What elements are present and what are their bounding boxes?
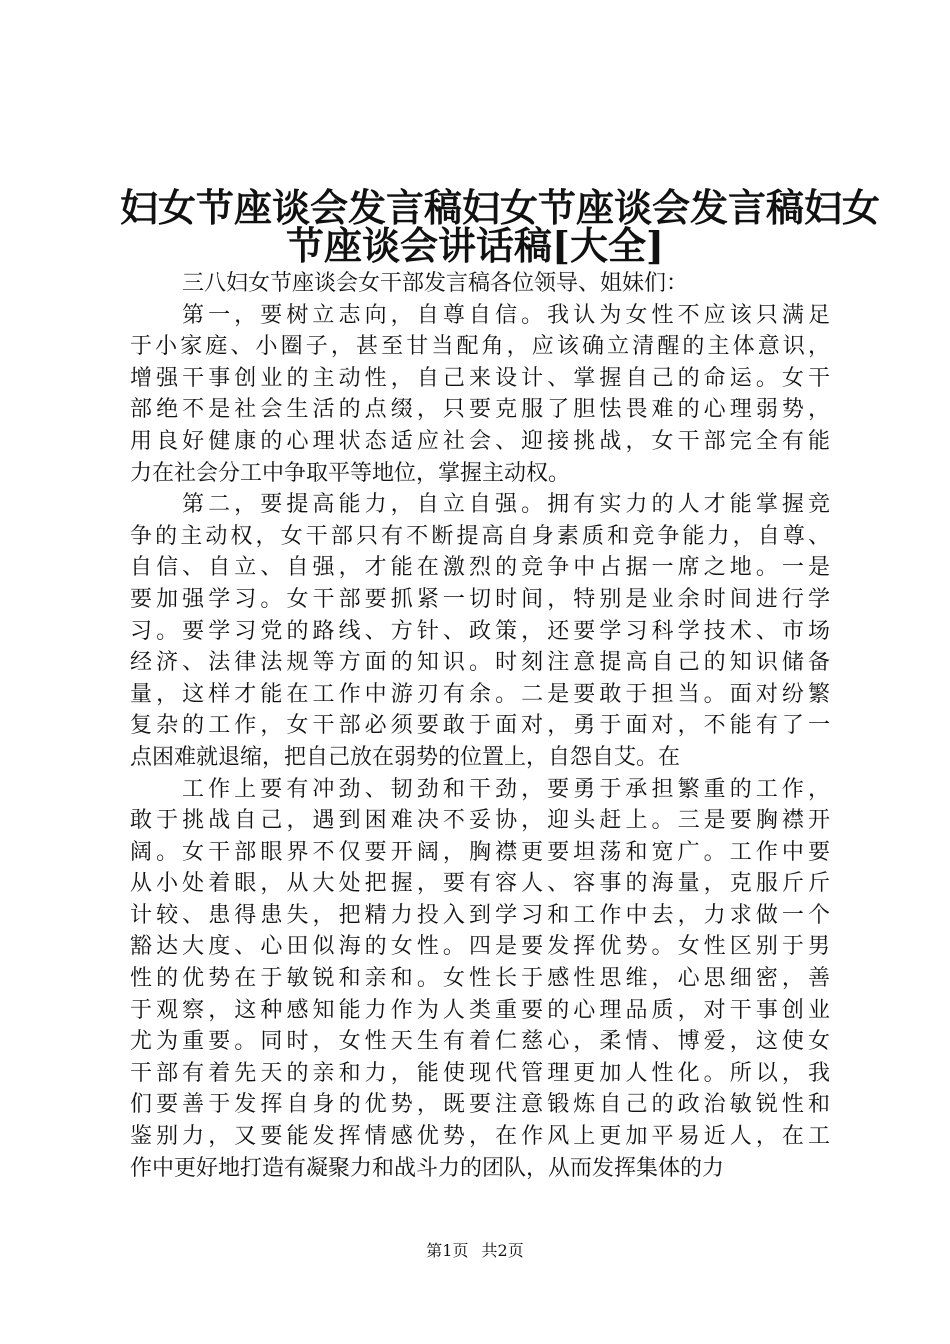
paragraph-line: 点困难就退缩，把自己放在弱势的位置上，自怨自艾。在	[130, 744, 681, 770]
paragraph	[130, 300, 830, 490]
paragraph-line: 复杂的工作，女干部必须要敢于面对，勇于面对，不能有了一	[130, 713, 830, 739]
paragraph-line: 作中更好地打造有凝聚力和战斗力的团队，从而发挥集体的力	[130, 1155, 725, 1181]
document-title-line-1: 妇女节座谈会发言稿妇女节座谈会发言稿妇女	[120, 185, 881, 230]
paragraph-line: 增强干事创业的主动性，自己来设计、掌握自己的命运。女干	[130, 365, 830, 391]
paragraph-line: 自信、自立、自强，才能在激烈的竞争中占据一席之地。一是	[130, 555, 830, 581]
paragraph	[130, 774, 830, 1185]
paragraph-line: 豁达大度、心田似海的女性。四是要发挥优势。女性区别于男	[130, 934, 830, 960]
paragraph-line: 三八妇女节座谈会女干部发言稿各位领导、姐妹们：	[182, 271, 689, 296]
paragraph-line: 们要善于发挥自身的优势，既要注意锻炼自己的政治敏锐性和	[130, 1092, 830, 1118]
paragraph-line: 干部有着先天的亲和力，能使现代管理更加人性化。所以，我	[130, 1060, 830, 1086]
page-number: 第1页	[426, 1241, 469, 1260]
paragraph-line: 用良好健康的心理状态适应社会、迎接挑战，女干部完全有能	[130, 428, 830, 454]
paragraph	[130, 268, 830, 300]
paragraph-line: 经济、法律法规等方面的知识。时刻注意提高自己的知识储备	[130, 650, 830, 676]
paragraph-line: 第二，要提高能力，自立自强。拥有实力的人才能掌握竞	[182, 492, 830, 518]
paragraph-line: 第一，要树立志向，自尊自信。我认为女性不应该只满足	[182, 302, 830, 328]
paragraph-line: 尤为重要。同时，女性天生有着仁慈心，柔情、博爱，这使女	[130, 1029, 830, 1055]
paragraph-line: 习。要学习党的路线、方针、政策，还要学习科学技术、市场	[130, 618, 830, 644]
page-total: 共2页	[481, 1241, 524, 1260]
paragraph-line: 于观察，这种感知能力作为人类重要的心理品质，对干事创业	[130, 997, 830, 1023]
document-body	[130, 268, 830, 1184]
paragraph-line: 量，这样才能在工作中游刃有余。二是要敢于担当。面对纷繁	[130, 681, 830, 707]
paragraph-line: 力在社会分工中争取平等地位，掌握主动权。	[130, 460, 571, 486]
paragraph-line: 鉴别力，又要能发挥情感优势，在作风上更加平易近人，在工	[130, 1124, 830, 1150]
paragraph-line: 争的主动权，女干部只有不断提高自身素质和竞争能力，自尊、	[130, 523, 830, 549]
paragraph-line: 工作上要有冲劲、韧劲和干劲，要勇于承担繁重的工作，	[182, 776, 830, 802]
paragraph-line: 部绝不是社会生活的点缀，只要克服了胆怯畏难的心理弱势，	[130, 397, 830, 423]
page-footer	[0, 1241, 950, 1261]
document-title-line-2: 节座谈会讲话稿[大全]	[286, 223, 664, 268]
paragraph-line: 阔。女干部眼界不仅要开阔，胸襟更要坦荡和宽广。工作中要	[130, 839, 830, 865]
paragraph-line: 于小家庭、小圈子，甚至甘当配角，应该确立清醒的主体意识，	[130, 334, 830, 360]
paragraph-line: 从小处着眼，从大处把握，要有容人、容事的海量，克服斤斤	[130, 871, 830, 897]
paragraph	[130, 489, 830, 773]
paragraph-line: 性的优势在于敏锐和亲和。女性长于感性思维，心思细密，善	[130, 966, 830, 992]
paragraph-line: 计较、患得患失，把精力投入到学习和工作中去，力求做一个	[130, 902, 830, 928]
paragraph-line: 要加强学习。女干部要抓紧一切时间，特别是业余时间进行学	[130, 586, 830, 612]
paragraph-line: 敢于挑战自己，遇到困难决不妥协，迎头赶上。三是要胸襟开	[130, 808, 830, 834]
